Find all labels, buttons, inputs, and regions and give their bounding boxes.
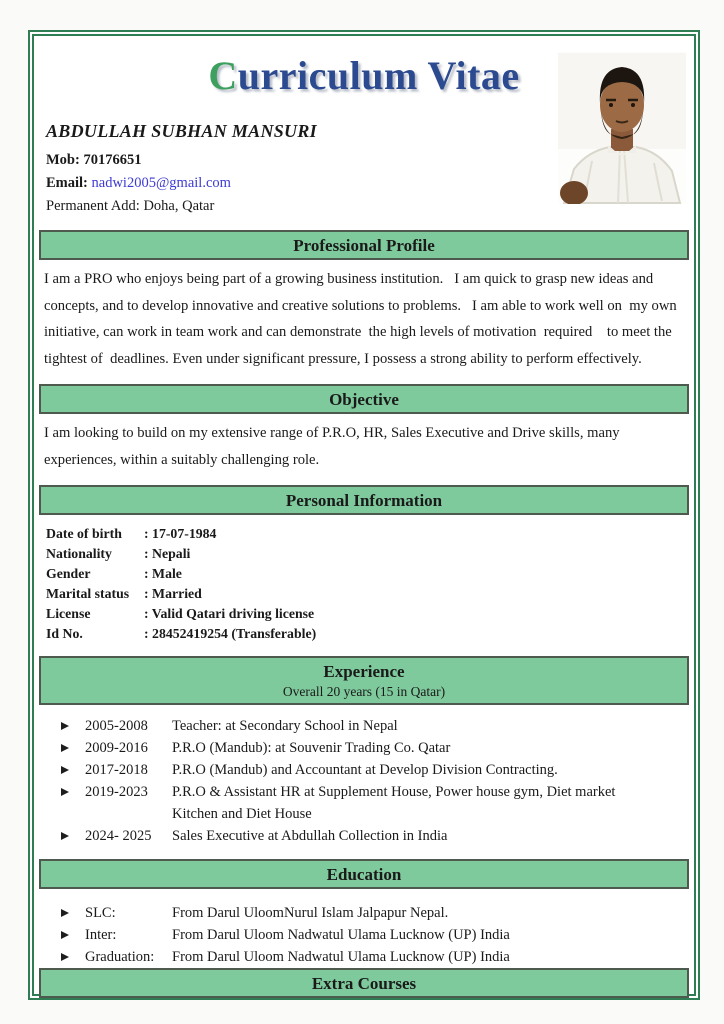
experience-period: 2019-2023 — [85, 784, 148, 800]
mobile-value: 70176651 — [83, 152, 142, 168]
arrowhead-bullet-icon — [61, 909, 69, 917]
experience-description: P.R.O (Mandub): at Souvenir Trading Co. Qatar — [172, 740, 451, 756]
experience-subheading-text: Overall 20 years (15 in Qatar) — [282, 684, 446, 699]
table-row — [46, 544, 689, 564]
row-label: Nationality — [46, 546, 112, 561]
objective-body: I am looking to build on my extensive range of P.R.O, HR, Sales Executive and Drive skills, many experiences, within a suitably challenging role. — [44, 425, 624, 468]
section-heading-personal-information — [39, 485, 689, 515]
list-item — [61, 715, 689, 737]
personal-information-heading-text: Personal Information — [285, 491, 443, 510]
table-row — [46, 624, 689, 644]
list-item — [61, 946, 689, 968]
experience-description: Teacher: at Secondary School in Nepal — [172, 718, 398, 734]
experience-period: 2017-2018 — [85, 762, 148, 778]
email-link[interactable]: nadwi2005@gmail.com — [91, 175, 231, 191]
email-label: Email: — [46, 175, 88, 191]
row-label: License — [46, 606, 91, 621]
professional-profile-body: I am a PRO who enjoys being part of a growing business institution. I am quick to grasp new ideas and concepts, and to develop innovative and creative solutions to problems. I am able to work well on my own initiative, can work in team work and can demonstrate the high levels of motivation required to meet the tightest of deadlines. Even under significant pressure, I possess a strong ability to perform effectively. — [44, 271, 681, 367]
arrowhead-bullet-icon — [61, 832, 69, 840]
list-item — [61, 924, 689, 946]
education-level: Inter: — [85, 927, 117, 943]
education-list — [61, 902, 689, 968]
row-value: : Nepali — [144, 546, 191, 561]
experience-period: 2009-2016 — [85, 740, 148, 756]
row-label: Date of birth — [46, 526, 122, 541]
row-value: : Male — [144, 566, 182, 581]
experience-description: P.R.O (Mandub) and Accountant at Develop Division Contracting. — [172, 762, 558, 778]
experience-list — [61, 715, 689, 847]
table-row — [46, 524, 689, 544]
list-item — [61, 737, 689, 759]
page-title-initial: C — [208, 53, 238, 98]
arrowhead-bullet-icon — [61, 953, 69, 961]
arrowhead-bullet-icon — [61, 788, 69, 796]
list-item — [61, 759, 689, 781]
arrowhead-bullet-icon — [61, 722, 69, 730]
section-heading-professional-profile — [39, 230, 689, 260]
experience-period: 2005-2008 — [85, 718, 148, 734]
education-level: SLC: — [85, 905, 116, 921]
education-description: From Darul Uloom Nadwatul Ulama Lucknow (UP) India — [172, 949, 510, 965]
experience-description: P.R.O & Assistant HR at Supplement House, Power house gym, Diet market Kitchen and Diet House — [172, 784, 616, 822]
row-label: Id No. — [46, 626, 83, 641]
experience-period: 2024- 2025 — [85, 828, 152, 844]
section-heading-education — [39, 859, 689, 889]
row-value: : 28452419254 (Transferable) — [144, 626, 317, 641]
candidate-name: ABDULLAH SUBHAN MANSURI — [46, 121, 317, 141]
page-border-frame — [28, 30, 700, 1000]
mobile-label: Mob: — [46, 152, 80, 168]
row-label: Gender — [46, 566, 91, 581]
arrowhead-bullet-icon — [61, 931, 69, 939]
table-row — [46, 584, 689, 604]
section-heading-experience — [39, 656, 689, 705]
row-label: Marital status — [46, 586, 130, 601]
arrowhead-bullet-icon — [61, 766, 69, 774]
objective-heading-text: Objective — [329, 390, 399, 409]
portrait-photo — [558, 52, 686, 204]
row-value: : 17-07-1984 — [144, 526, 217, 541]
professional-profile-heading-text: Professional Profile — [293, 236, 435, 255]
experience-heading-text: Experience — [323, 662, 405, 681]
personal-information-table — [46, 524, 689, 644]
table-row — [46, 604, 689, 624]
row-value: : Valid Qatari driving license — [144, 606, 315, 621]
section-heading-extra-courses — [39, 968, 689, 998]
list-item — [61, 902, 689, 924]
experience-description: Sales Executive at Abdullah Collection in India — [172, 828, 448, 844]
row-value: : Married — [144, 586, 202, 601]
page-title-rest: urriculum Vitae — [237, 53, 520, 98]
table-row — [46, 564, 689, 584]
list-item — [61, 825, 689, 847]
section-heading-objective — [39, 384, 689, 414]
education-heading-text: Education — [326, 865, 402, 884]
arrowhead-bullet-icon — [61, 744, 69, 752]
list-item — [61, 781, 689, 825]
education-description: From Darul UloomNurul Islam Jalpapur Nepal. — [172, 905, 449, 921]
address-line: Permanent Add: Doha, Qatar — [46, 198, 215, 214]
education-description: From Darul Uloom Nadwatul Ulama Lucknow (UP) India — [172, 927, 510, 943]
education-level: Graduation: — [85, 949, 155, 965]
extra-courses-heading-text: Extra Courses — [311, 974, 417, 993]
